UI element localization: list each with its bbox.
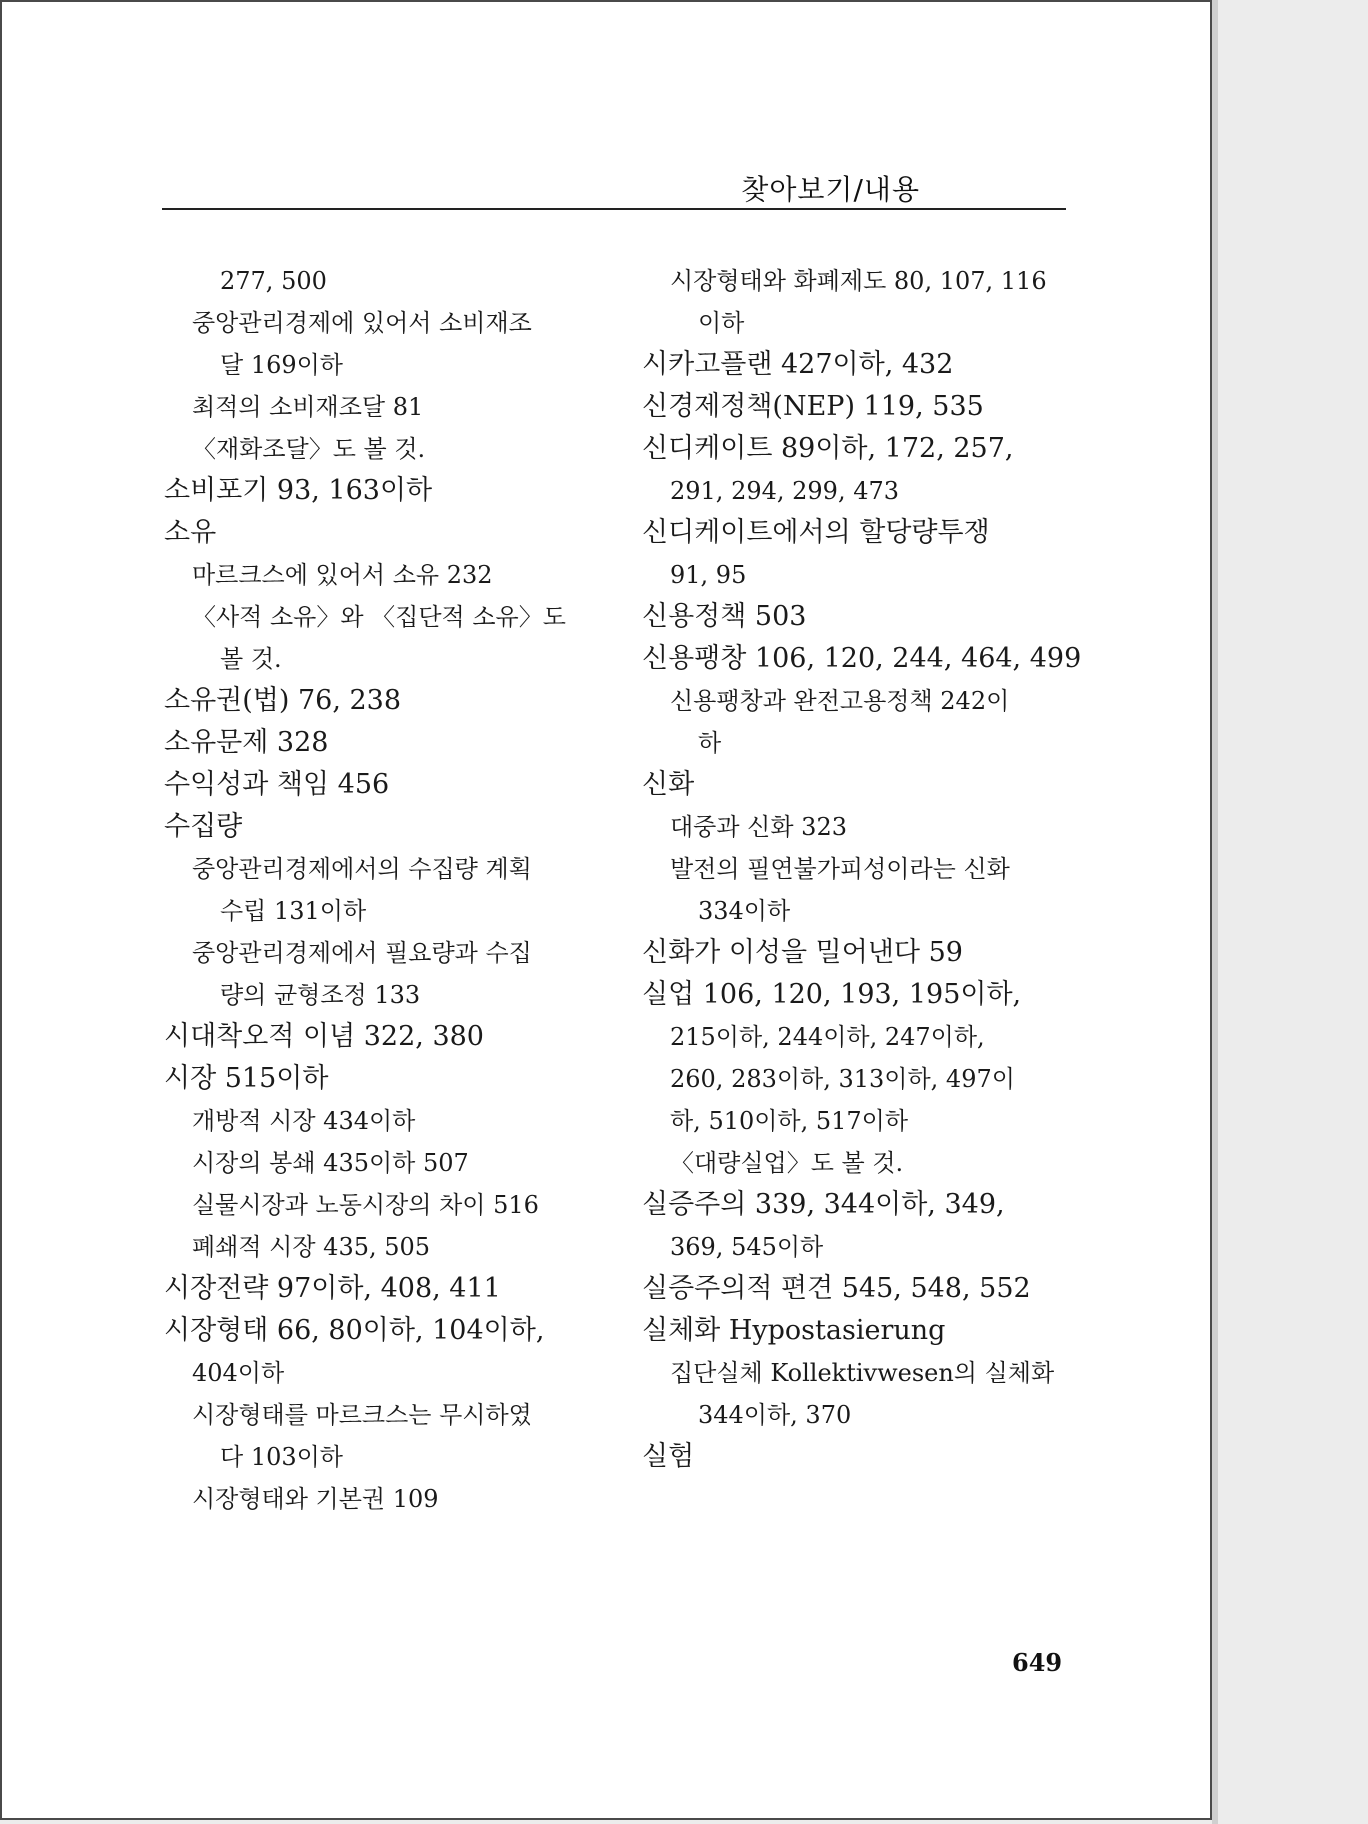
index-subentry: 〈사적 소유〉와 〈집단적 소유〉도: [192, 603, 566, 631]
index-subentry: 중앙관리경제에서 필요량과 수집: [192, 939, 532, 967]
index-entry: 신화: [642, 769, 695, 800]
index-subentry: 〈대량실업〉도 볼 것.: [670, 1149, 904, 1177]
index-entry: 신디케이트 89이하, 172, 257,: [642, 433, 1014, 464]
index-entry-continuation: 이하: [698, 309, 745, 337]
index-subentry: 시장형태와 기본권 109: [192, 1485, 439, 1513]
index-entry: 실증주의적 편견 545, 548, 552: [642, 1273, 1031, 1304]
index-entry-continuation: 334이하: [698, 897, 791, 925]
index-entry-continuation: 344이하, 370: [698, 1401, 852, 1429]
index-entry-continuation: 369, 545이하: [670, 1233, 824, 1261]
index-subentry: 폐쇄적 시장 435, 505: [192, 1233, 431, 1261]
index-entry-continuation: 량의 균형조정 133: [220, 981, 421, 1009]
index-subentry: 시장형태를 마르크스는 무시하였: [192, 1401, 532, 1429]
index-subentry: 대중과 신화 323: [670, 813, 847, 841]
running-header: 찾아보기/내용: [741, 173, 920, 206]
header-rule: [162, 208, 1066, 210]
index-column-right: [642, 260, 1087, 1478]
index-entry-continuation: 404이하: [192, 1359, 285, 1387]
index-entry: 실체화 Hypostasierung: [642, 1315, 946, 1346]
index-subentry: 중앙관리경제에서의 수집량 계획: [192, 855, 532, 883]
index-entry: 실업 106, 120, 193, 195이하,: [642, 979, 1022, 1010]
index-subentry: 시장의 봉쇄 435이하 507: [192, 1149, 469, 1177]
index-subentry: 발전의 필연불가피성이라는 신화: [670, 855, 1010, 883]
index-subentry: 집단실체 Kollektivwesen의 실체화: [670, 1359, 1055, 1387]
page-number: 649: [1012, 1648, 1063, 1677]
index-entry-continuation: 하: [698, 729, 722, 757]
index-entry: 실증주의 339, 344이하, 349,: [642, 1189, 1005, 1220]
index-subentry: 개방적 시장 434이하: [192, 1107, 416, 1135]
index-entry-continuation: 277, 500: [220, 267, 327, 295]
index-subentry: 중앙관리경제에 있어서 소비재조: [192, 309, 532, 337]
index-subentry: 마르크스에 있어서 소유 232: [192, 561, 493, 589]
index-entry: 시장 515이하: [164, 1063, 329, 1094]
index-entry: 시장형태 66, 80이하, 104이하,: [164, 1315, 545, 1346]
index-subentry: 최적의 소비재조달 81: [192, 393, 424, 421]
index-entry: 소유: [164, 517, 217, 548]
index-entry: 소유권(법) 76, 238: [164, 685, 402, 716]
index-entry-continuation: 91, 95: [670, 561, 747, 589]
index-subentry: 실물시장과 노동시장의 차이 516: [192, 1191, 539, 1219]
index-entry-continuation: 하, 510이하, 517이하: [670, 1107, 909, 1135]
index-subentry: 신용팽창과 완전고용정책 242이: [670, 687, 1010, 715]
index-entry-continuation: 수립 131이하: [220, 897, 367, 925]
index-entry: 신화가 이성을 밀어낸다 59: [642, 937, 963, 968]
index-subentry: 시장형태와 화폐제도 80, 107, 116: [670, 267, 1047, 295]
index-entry: 시장전략 97이하, 408, 411: [164, 1273, 501, 1304]
index-entry-continuation: 260, 283이하, 313이하, 497이: [670, 1065, 1015, 1093]
index-entry: 수익성과 책임 456: [164, 769, 390, 800]
index-column-left: [164, 260, 609, 1520]
index-entry-continuation: 볼 것.: [220, 645, 282, 673]
index-entry-continuation: 215이하, 244이하, 247이하,: [670, 1023, 985, 1051]
index-entry: 수집량: [164, 811, 243, 842]
index-subentry: 〈재화조달〉도 볼 것.: [192, 435, 426, 463]
page-edge: [1212, 0, 1218, 1824]
index-entry-continuation: 달 169이하: [220, 351, 343, 379]
index-entry: 신디케이트에서의 할당량투쟁: [642, 517, 990, 548]
index-entry: 신용정책 503: [642, 601, 807, 632]
index-entry: 신용팽창 106, 120, 244, 464, 499: [642, 643, 1082, 674]
index-entry: 실험: [642, 1441, 695, 1472]
index-entry: 시카고플랜 427이하, 432: [642, 349, 954, 380]
index-entry: 신경제정책(NEP) 119, 535: [642, 391, 984, 422]
index-entry: 시대착오적 이념 322, 380: [164, 1021, 484, 1052]
index-entry: 소비포기 93, 163이하: [164, 475, 433, 506]
index-entry: 소유문제 328: [164, 727, 329, 758]
index-entry-continuation: 291, 294, 299, 473: [670, 477, 900, 505]
index-entry-continuation: 다 103이하: [220, 1443, 343, 1471]
